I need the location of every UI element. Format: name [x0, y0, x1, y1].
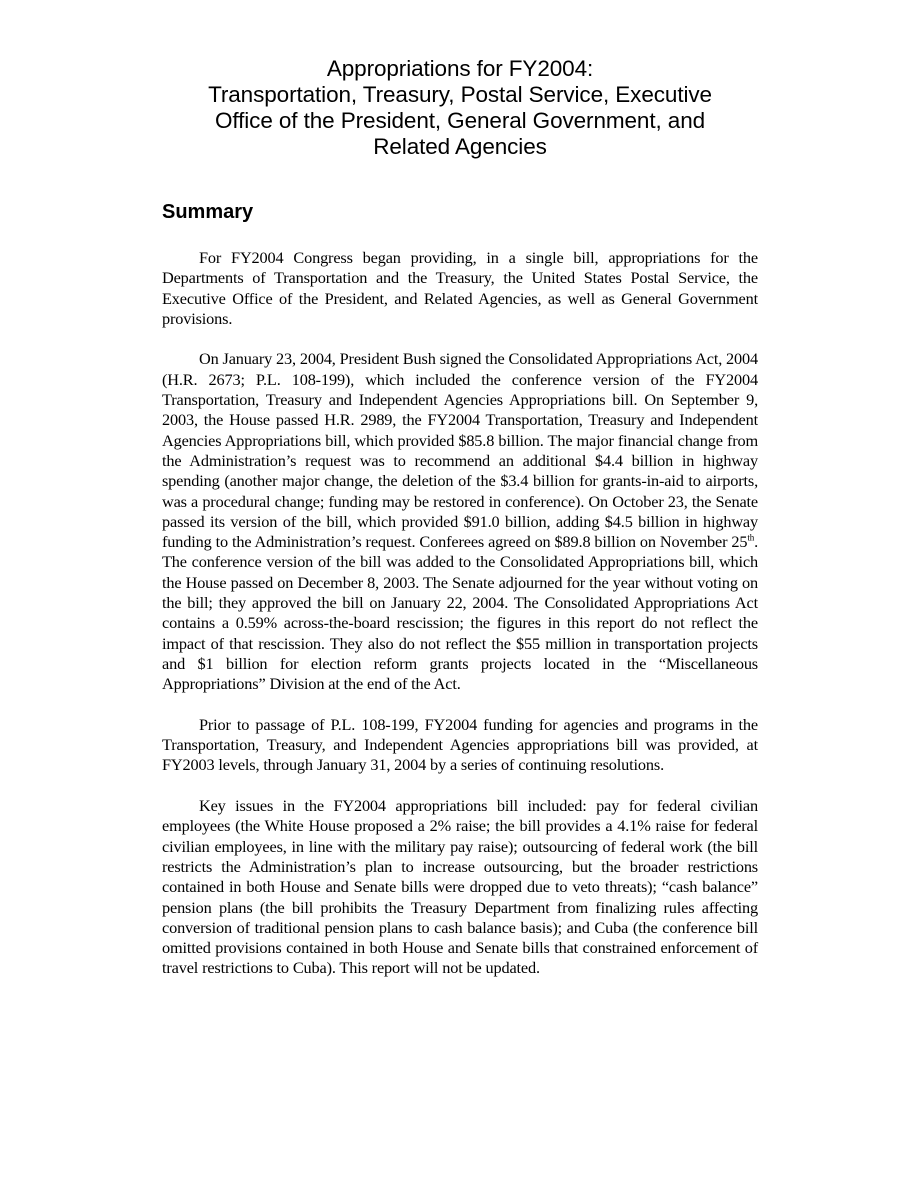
- summary-paragraph-2: [162, 349, 758, 694]
- title-line-2: Transportation, Treasury, Postal Service, Executive: [208, 82, 712, 107]
- summary-heading: Summary: [162, 201, 254, 223]
- paragraph-2-text-b: . The conference version of the bill was added to the Consolidated Appropriations bill, which the House passed on December 8, 2003. The Senate adjourned for the year without voting on the bill; they approved the bill on January 22, 2004. The Consolidated Appropriations Act contains a 0.59% across-the-board rescission; the figures in this report do not reflect the impact of that rescission. They also do not reflect the $55 million in transportation projects and $1 billion for election reform grants projects located in the “Miscellaneous Appropriations” Division at the end of the Act.: [162, 532, 758, 694]
- ordinal-superscript: th: [747, 532, 755, 543]
- title-line-1: Appropriations for FY2004:: [326, 56, 594, 81]
- summary-paragraph-4: Key issues in the FY2004 appropriations bill included: pay for federal civilian employees (the White House proposed a 2% raise; the bill provides a 4.1% raise for federal civilian employees, in line with the military pay raise); outsourcing of federal work (the bill restricts the Administration’s plan to increase outsourcing, but the broader restrictions contained in both House and Senate bills were dropped due to veto threats); “cash balance” pension plans (the bill prohibits the Treasury Department from finalizing rules affecting conversion of traditional pension plans to cash balance basis); and Cuba (the conference bill omitted provisions contained in both House and Senate bills that constrained enforcement of travel restrictions to Cuba). This report will not be updated.: [162, 796, 758, 978]
- summary-paragraph-1: For FY2004 Congress began providing, in a single bill, appropriations for the Departments of Transportation and the Treasury, the United States Postal Service, the Executive Office of the President, and Related Agencies, as well as General Government provisions.: [162, 248, 758, 328]
- report-title: [162, 56, 758, 160]
- paragraph-2-text-a: On January 23, 2004, President Bush signed the Consolidated Appropriations Act, 2004 (H.R. 2673; P.L. 108-199), which included the conference version of the FY2004 Transportation, Treasury and Independent Agencies Appropriations bill. On September 9, 2003, the House passed H.R. 2989, the FY2004 Transportation, Treasury and Independent Agencies Appropriations bill, which provided $85.8 billion. The major financial change from the Administration’s request was to recommend an additional $4.4 billion in highway spending (another major change, the deletion of the $3.4 billion for grants-in-aid to airports, was a procedural change; funding may be restored in conference). On October 23, the Senate passed its version of the bill, which provided $91.0 billion, adding $4.5 billion in highway funding to the Administration’s request. Conferees agreed on $89.8 billion on November 25: [162, 349, 759, 552]
- title-line-4: Related Agencies: [373, 134, 547, 159]
- document-page: [162, 56, 758, 979]
- title-line-3: Office of the President, General Government, and: [214, 108, 706, 133]
- summary-paragraph-3: Prior to passage of P.L. 108-199, FY2004 funding for agencies and programs in the Transportation, Treasury, and Independent Agencies appropriations bill was provided, at FY2003 levels, through January 31, 2004 by a series of continuing resolutions.: [162, 714, 758, 775]
